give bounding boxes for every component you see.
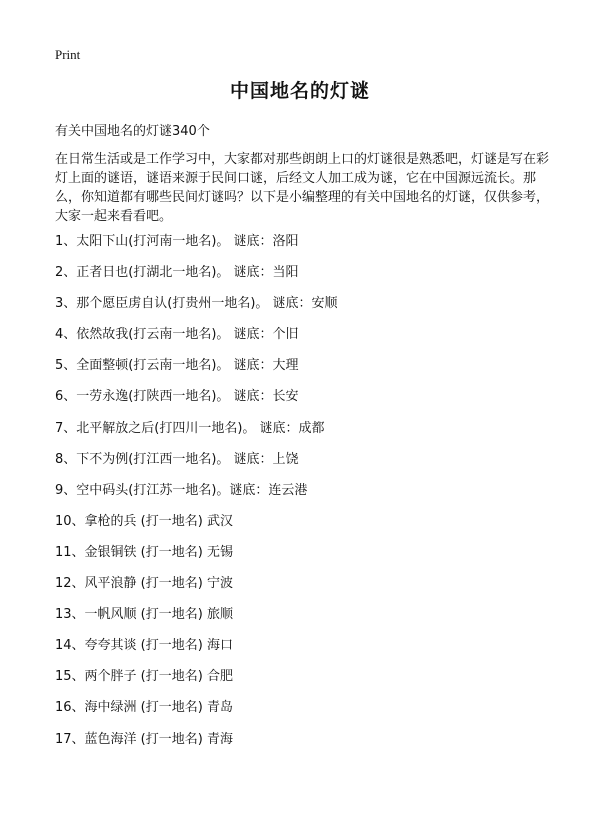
riddle-item: 17、蓝色海洋 (打一地名) 青海 [55, 731, 233, 747]
riddle-item: 5、全面整顿(打云南一地名)。 谜底：大理 [55, 358, 299, 374]
riddle-item: 6、一劳永逸(打陕西一地名)。 谜底：长安 [55, 389, 299, 405]
print-link[interactable]: Print [55, 47, 81, 62]
riddle-item: 8、下不为例(打江西一地名)。 谜底：上饶 [55, 451, 299, 467]
riddle-item: 15、两个胖子 (打一地名) 合肥 [55, 669, 233, 685]
riddle-item: 1、太阳下山(打河南一地名)。 谜底：洛阳 [55, 234, 299, 249]
intro-paragraph: 在日常生活或是工作学习中，大家都对那些朗朗上口的灯谜很是熟悉吧，灯谜是写在彩灯上面的谜语，谜语来源于民间口谜，后经文人加工成为谜，它在中国源远流长。那么，你知道都有哪些民间灯谜吗？以下是小编整理的有关中国地名的灯谜，仅供参考，大家一起来看看吧。 [55, 152, 550, 224]
riddle-item: 3、那个愿臣虏自认(打贵州一地名)。 谜底：安顺 [55, 296, 338, 312]
article-subtitle: 有关中国地名的灯谜340个 [55, 124, 210, 139]
riddle-list [55, 233, 338, 762]
riddle-item: 16、海中绿洲 (打一地名) 青岛 [55, 700, 233, 716]
riddle-item: 10、拿枪的兵 (打一地名) 武汉 [55, 513, 233, 529]
riddle-item: 11、金银铜铁 (打一地名) 无锡 [55, 544, 233, 560]
page-title: 中国地名的灯谜 [229, 80, 370, 102]
riddle-item: 7、北平解放之后(打四川一地名)。 谜底：成都 [55, 420, 325, 436]
riddle-item: 2、正者日也(打湖北一地名)。 谜底：当阳 [55, 265, 299, 281]
riddle-item: 9、空中码头(打江苏一地名)。谜底：连云港 [55, 482, 308, 498]
riddle-item: 14、夸夸其谈 (打一地名) 海口 [55, 638, 233, 654]
riddle-item: 12、风平浪静 (打一地名) 宁波 [55, 576, 233, 592]
riddle-item: 4、依然故我(打云南一地名)。 谜底：个旧 [55, 327, 299, 343]
riddle-item: 13、一帆风顺 (打一地名) 旅顺 [55, 607, 233, 623]
